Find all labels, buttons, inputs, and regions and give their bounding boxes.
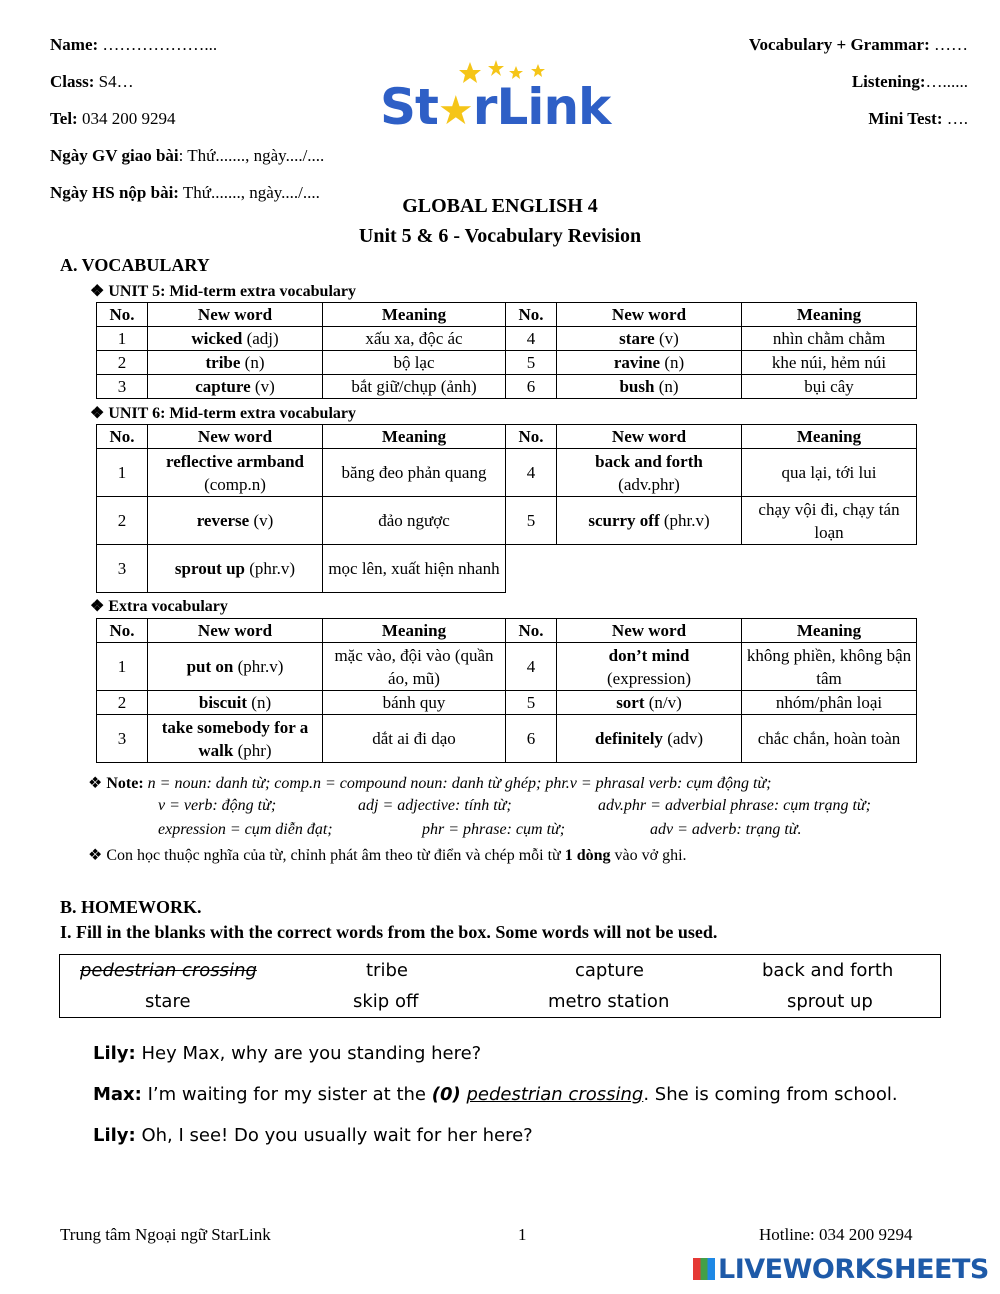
assign-date-line [50,146,324,166]
unit5-heading-text: UNIT 5: Mid-term extra vocabulary [108,283,356,300]
word: sprout up [174,559,246,578]
unit6-heading [90,403,356,423]
cell-no: 2 [97,351,148,375]
cell-no: 3 [97,545,148,593]
cell-no: 4 [506,643,557,691]
cell-no: 4 [506,449,557,497]
minitest-score-line [868,109,968,129]
note-adj: adj = adjective: tính từ; [358,797,512,814]
word: sort [616,693,645,712]
dialogue-line [93,1084,898,1105]
diamond-bullet-icon: ❖ [88,847,107,864]
cell-meaning: mặc vào, đội vào (quần áo, mũ) [323,643,506,691]
word-type: (comp.n) [204,474,266,494]
word-box-item: skip off [353,991,419,1012]
instruction-c: vào vở ghi. [610,847,687,864]
word: capture [195,377,251,396]
cell-word [557,643,742,691]
cell-word [148,715,323,763]
word-type: (adj) [242,329,279,348]
name-line [50,35,217,55]
cell-no: 2 [97,691,148,715]
name-value: ………………... [98,35,218,54]
col-word: New word [148,303,323,327]
tel-line [50,109,175,129]
word-box-item: metro station [548,991,670,1012]
title-line2: Unit 5 & 6 - Vocabulary Revision [358,225,642,247]
word-type: (n) [240,353,265,372]
cell-word [148,691,323,715]
word-type: (phr.v) [659,511,710,530]
footer-left: Trung tâm Ngoại ngữ StarLink [60,1225,271,1244]
extra-table [96,618,917,763]
table-header-row [97,303,917,327]
cell-no: 4 [506,327,557,351]
col-meaning: Meaning [323,619,506,643]
extra-heading-text: Extra vocabulary [108,598,228,615]
word-type: (n) [247,693,272,712]
cell-no: 6 [506,715,557,763]
word-type: (n/v) [644,693,682,712]
cell-no: 5 [506,351,557,375]
extra-heading [90,596,228,616]
cell-meaning: xấu xa, độc ác [323,327,506,351]
cell-meaning: nhóm/phân loại [742,691,917,715]
starlink-logo [380,60,620,135]
word: biscuit [198,693,248,712]
unit6-table [96,424,917,593]
word: scurry off [588,511,660,530]
page-number: 1 [518,1225,527,1244]
dialogue-text: Oh, I see! Do you usually wait for her here? [135,1125,533,1146]
col-meaning: Meaning [323,303,506,327]
blank-number: (0) [431,1084,461,1105]
speaker: Lily: [93,1043,136,1064]
cell-meaning: mọc lên, xuất hiện nhanh [323,545,506,593]
note-expression: expression = cụm diễn đạt; [158,821,333,838]
cell-no: 6 [506,375,557,399]
word-type: (adv) [662,729,704,748]
note-label: Note: [106,775,144,792]
assign-label: Ngày GV giao bài [50,146,179,165]
word-type: (adv.phr) [618,474,680,494]
col-no: No. [506,619,557,643]
listening-label: Listening: [851,72,926,91]
cell-meaning: bụi cây [742,375,917,399]
col-meaning: Meaning [323,425,506,449]
table-row [97,449,917,497]
cell-word [148,545,323,593]
empty-cell [506,545,917,593]
watermark-text: LIVEWORKSHEETS [718,1254,989,1285]
instruction-a: Con học thuộc nghĩa của từ, chỉnh phát âm theo từ điển và chép mỗi từ [106,847,565,864]
cell-meaning: bộ lạc [323,351,506,375]
word-type: (phr.v) [245,559,296,578]
table-header-row [97,425,917,449]
cell-no: 1 [97,327,148,351]
cell-meaning: chạy vội đi, chạy tán loạn [742,497,917,545]
col-no: No. [97,425,148,449]
cell-no: 3 [97,715,148,763]
note-phr: phr = phrase: cụm từ; [422,821,566,838]
note-line1 [88,773,771,793]
table-row [97,545,917,593]
cell-meaning: dắt ai đi dạo [323,715,506,763]
dialogue-line [93,1125,533,1146]
col-word: New word [557,303,742,327]
word: stare [619,329,655,348]
word: reflective armband [165,451,304,471]
col-no: No. [97,303,148,327]
col-meaning: Meaning [742,619,917,643]
cell-no: 1 [97,449,148,497]
word-type: (v) [654,329,679,348]
table-row [97,497,917,545]
vocab-value: …… [929,35,968,54]
table-header-row [97,619,917,643]
cell-meaning: qua lại, tới lui [742,449,917,497]
cell-no: 2 [97,497,148,545]
class-value: S4… [94,72,134,91]
col-word: New word [557,425,742,449]
cell-word [148,449,323,497]
col-word: New word [557,619,742,643]
cell-word [557,449,742,497]
word-box-item: capture [575,960,644,981]
word-box-item: tribe [366,960,408,981]
table-row [97,351,917,375]
word: tribe [205,353,241,372]
word-type: (n) [660,353,685,372]
cell-word [557,691,742,715]
table-row [97,327,917,351]
unit5-heading [90,281,356,301]
listening-value: …...... [925,72,968,91]
logo-text-b: rLink [472,78,611,136]
diamond-bullet-icon: ❖ [90,283,109,300]
instruction-b: 1 dòng [564,847,611,864]
col-word: New word [148,619,323,643]
vocab-label: Vocabulary + Grammar: [748,35,930,54]
section-b-heading: B. HOMEWORK. [60,897,202,917]
cell-word [557,375,742,399]
speaker: Max: [93,1084,142,1105]
class-label: Class: [50,72,95,91]
cell-word [557,327,742,351]
minitest-value: …. [942,109,968,128]
table-row [97,715,917,763]
example-answer: pedestrian crossing [466,1084,644,1105]
logo-text-a: St [380,78,438,136]
col-no: No. [506,303,557,327]
cell-meaning: nhìn chằm chằm [742,327,917,351]
exercise-title: I. Fill in the blanks with the correct words from the box. Some words will not be used. [60,922,718,942]
col-meaning: Meaning [742,303,917,327]
word: put on [186,657,234,676]
cell-no: 5 [506,497,557,545]
col-word: New word [148,425,323,449]
cell-word [148,375,323,399]
word: reverse [196,511,250,530]
note-v: v = verb: động từ; [158,797,277,814]
cell-word [557,715,742,763]
cell-word [148,643,323,691]
assign-value: : Thứ......., ngày..../.... [178,146,325,165]
cell-no: 3 [97,375,148,399]
tel-label: Tel: [50,109,78,128]
cell-word [148,497,323,545]
title-line1: GLOBAL ENGLISH 4 [402,195,598,217]
word: back and forth [595,451,703,471]
cell-word [148,351,323,375]
vocab-score-line [749,35,968,55]
cell-meaning: không phiền, không bận tâm [742,643,917,691]
cell-no: 1 [97,643,148,691]
word: bush [619,377,655,396]
word: wicked [191,329,243,348]
listening-score-line [852,72,968,92]
cell-meaning: bắt giữ/chụp (ảnh) [323,375,506,399]
cell-word [557,351,742,375]
table-row [97,691,917,715]
cell-meaning: chắc chắn, hoàn toàn [742,715,917,763]
word-box-item: stare [145,991,191,1012]
diamond-bullet-icon: ❖ [90,598,109,615]
footer-right: Hotline: 034 200 9294 [759,1225,913,1244]
diamond-bullet-icon: ❖ [90,405,109,422]
minitest-label: Mini Test: [868,109,943,128]
word-type: (phr.v) [233,657,284,676]
word-box-item: back and forth [762,960,894,981]
dialogue-line [93,1043,481,1064]
logo-wordmark [380,78,610,136]
table-row [97,375,917,399]
dialogue-text: I’m waiting for my sister at the [141,1084,432,1105]
word-type: (v) [249,511,274,530]
word-type: (phr) [233,740,272,760]
cell-word [148,327,323,351]
cell-no: 5 [506,691,557,715]
col-meaning: Meaning [742,425,917,449]
col-no: No. [97,619,148,643]
word-box-item: sprout up [787,991,873,1012]
cell-meaning: băng đeo phản quang [323,449,506,497]
word-box [59,954,941,1018]
col-no: No. [506,425,557,449]
table-row [97,643,917,691]
speaker: Lily: [93,1125,136,1146]
lws-icon [693,1258,715,1280]
word-box-item: pedestrian crossing [80,960,257,981]
word: don’t mind [608,645,690,665]
word: definitely [594,729,663,748]
section-a-heading: A. VOCABULARY [60,255,210,275]
word: take somebody for a walk [161,717,309,760]
cell-meaning: khe núi, hẻm núi [742,351,917,375]
dialogue-text: Hey Max, why are you standing here? [135,1043,482,1064]
tel-value: 034 200 9294 [77,109,176,128]
word-type: (n) [654,377,679,396]
class-line [50,72,134,92]
submit-value: Thứ......., ngày..../.... [178,183,320,202]
unit5-table [96,302,917,399]
word: ravine [613,353,661,372]
note-text: n = noun: danh từ; comp.n = compound noun: danh từ ghép; phr.v = phrasal verb: cụm động từ; [147,775,772,792]
instruction-line [88,845,687,865]
name-label: Name: [50,35,99,54]
cell-meaning: đảo ngược [323,497,506,545]
dialogue-text: . She is coming from school. [643,1084,898,1105]
cell-word [557,497,742,545]
cell-meaning: bánh quy [323,691,506,715]
submit-label: Ngày HS nộp bài: [50,183,179,202]
note-adv: adv = adverb: trạng từ. [650,821,802,838]
word-type: (v) [250,377,275,396]
diamond-bullet-icon: ❖ [88,775,107,792]
star-icon: ★ [437,88,473,134]
liveworksheets-watermark [693,1254,989,1285]
unit6-heading-text: UNIT 6: Mid-term extra vocabulary [108,405,356,422]
note-advphr: adv.phr = adverbial phrase: cụm trạng từ; [598,797,871,814]
word-type: (expression) [606,668,692,688]
